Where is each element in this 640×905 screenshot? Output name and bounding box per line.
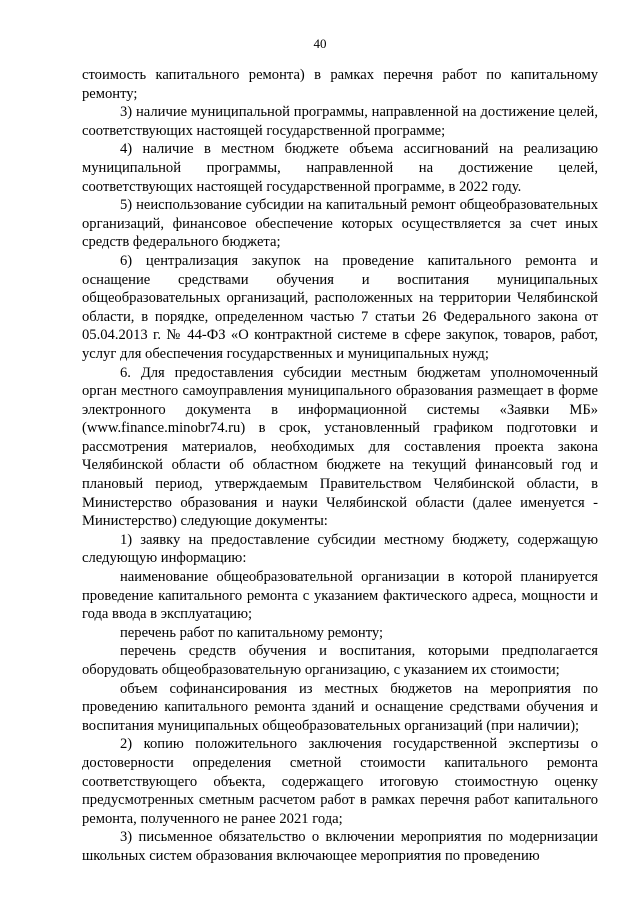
paragraph-written-obligation: 3) письменное обязательство о включении мероприятия по модернизации школьных систем образования включающее мероприятия по проведению bbox=[82, 829, 598, 864]
paragraph-expertise-copy: 2) копию положительного заключения государственной экспертизы о достоверности определения сметной стоимости капитального ремонта соответствующего объекта, содержащего итоговую стоимостную оценку предусмотренных сметным расчетом работ в рамках перечня работ капитального ремонта, полученного не ранее 2021 года; bbox=[82, 736, 598, 827]
paragraph-equipment-list: перечень средств обучения и воспитания, которыми предполагается оборудовать общеобразовательную организацию, с указанием их стоимости; bbox=[82, 643, 598, 678]
paragraph-organization-name: наименование общеобразовательной организации в которой планируется проведение капитального ремонта с указанием фактического адреса, мощности и года ввода в эксплуатацию; bbox=[82, 569, 598, 623]
paragraph-item-6-centralization: 6) централизация закупок на проведение капитального ремонта и оснащение средствами обучения и воспитания муниципальных общеобразовательных организаций, расположенных на территории Челябинской области, в порядке, определенном частью 7 статьи 26 Федерального закона от 05.04.2013 г. № 44-ФЗ «О контрактной системе в сфере закупок, товаров, работ, услуг для обеспечения государственных и муниципальных нужд; bbox=[82, 252, 598, 362]
paragraph-cofinancing: объем софинансирования из местных бюджетов на мероприятия по проведению капитального ремонта зданий и оснащение средствами обучения и воспитания муниципальных общеобразовательных организаций (при наличии); bbox=[82, 680, 598, 734]
paragraph-continuation: стоимость капитального ремонта) в рамках перечня работ по капитальному ремонту; bbox=[82, 67, 598, 102]
paragraph-item-5: 5) неиспользование субсидии на капитальный ремонт общеобразовательных организаций, финансовое обеспечение которых осуществляется за счет иных средств федерального бюджета; bbox=[82, 197, 598, 251]
paragraph-item-3: 3) наличие муниципальной программы, направленной на достижение целей, соответствующих настоящей государственной программе; bbox=[82, 104, 598, 139]
paragraph-item-4: 4) наличие в местном бюджете объема ассигнований на реализацию муниципальной программы, направленной на достижение целей, соответствующих настоящей государственной программе, в 2022 году. bbox=[82, 141, 598, 195]
paragraph-works-list: перечень работ по капитальному ремонту; bbox=[120, 624, 384, 641]
page-number: 40 bbox=[313, 36, 327, 51]
paragraph-application: 1) заявку на предоставление субсидии местному бюджету, содержащую следующую информацию: bbox=[82, 531, 598, 567]
document-body bbox=[82, 66, 598, 866]
paragraph-section-6: 6. Для предоставления субсидии местным бюджетам уполномоченный орган местного самоуправления муниципального образования размещает в форме электронного документа в информационной системы «Заявки МБ» (www.finance.minobr74.ru) в срок, установленный графиком подготовки и рассмотрения материалов, необходимых для составления проекта закона Челябинской области об областном бюджете на текущий финансовый год и плановый период, утверждаемым Правительством Челябинской области, в Министерство образования и науки Челябинской области (далее именуется - Министерство) следующие документы: bbox=[82, 364, 598, 530]
